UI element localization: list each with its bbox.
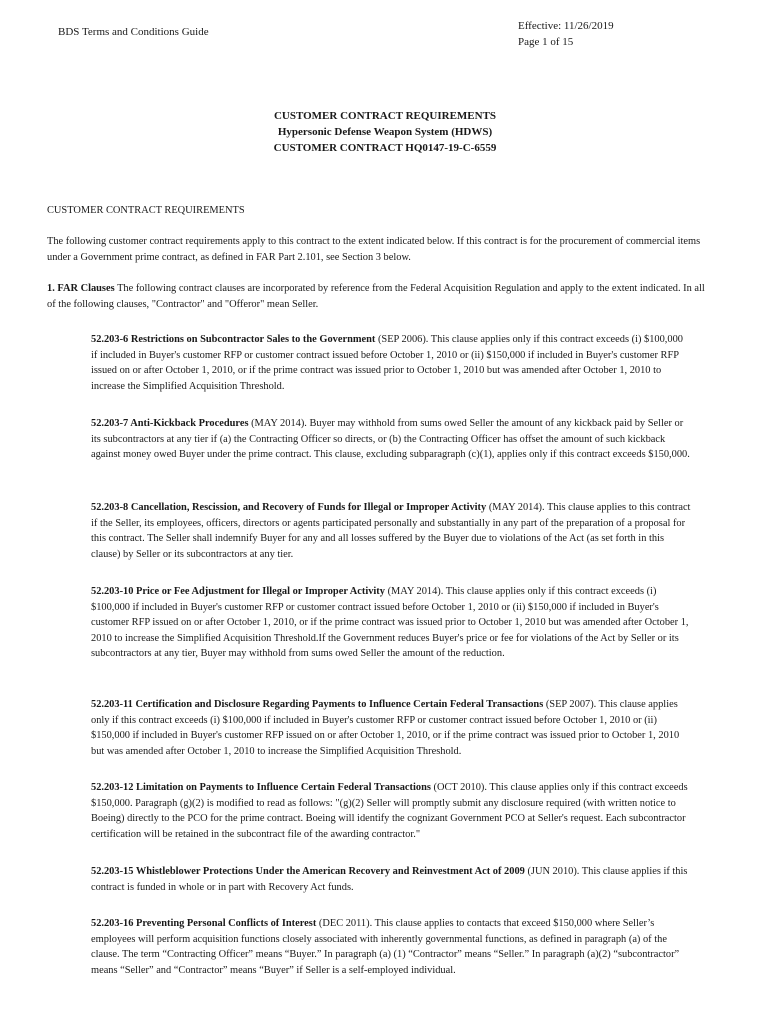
clause-52-203-16 [91,916,691,978]
page-number: Page 1 of 15 [518,36,574,48]
document-title [0,108,770,156]
clause-title: 52.203-12 Limitation on Payments to Influence Certain Federal Transactions [91,782,431,793]
clause-text: (MAY 2014). This clause applies only if this contract exceeds (i) $100,000 if included in Buyer's customer RFP or customer contract issued before October 1, 2010 or (ii) $150,000 if included in Buyer's customer RFP issued on or after October 1, 2010, or if the prime contract was issued prior to October 1, 2010 but was amended after October 1, 2010 to increase the Simplified Acquisition Threshold.If the Government reduces Buyer's price or fee for violations of the Act by Seller or its subcontractors at any tier, Buyer may withhold from sums owed Seller the amount of the reduction. [91,586,689,660]
clause-title: 52.203-15 Whistleblower Protections Under the American Recovery and Reinvestment Act of 2009 [91,866,525,877]
clause-text: (SEP 2007). This clause applies only if this contract exceeds (i) $100,000 if included in Buyer's customer RFP or customer contract issued before October 1, 2010 or (ii) $150,000 if included in Buyer's customer RFP issued on or after October 1, 2010, or if the prime contract was issued prior to October 1, 2010 but was amended after October 1, 2010 to increase the Simplified Acquisition Threshold. [91,699,680,757]
clause-title: 52.203-10 Price or Fee Adjustment for Illegal or Improper Activity [91,586,385,597]
clause-text: (MAY 2014). This clause applies to this contract if the Seller, its employees, officers, directors or agents participated personally and substantially in any part of the preparation of a proposal for this contract. The Seller shall indemnify Buyer for any and all losses suffered by the Buyer due to violations of the Act (as set forth in this clause) by Seller or its subcontractors at any tier. [91,502,691,560]
clause-text: (DEC 2011). This clause applies to contacts that exceed $150,000 where Seller’s employees will perform acquisition functions closely associated with inherently governmental functions, as defined in paragraph (a) of the clause. The term “Contracting Officer” means “Buyer.” In paragraph (a) (1) “Contractor” means “Seller.” In paragraph (a)(2) “subcontractor” means “Seller” and “Contractor” means “Buyer” if Seller is a self-employed individual. [91,918,680,976]
far-clauses-label: 1. FAR Clauses [47,283,115,294]
far-clauses-text: The following contract clauses are incorporated by reference from the Federal Acquisition Regulation and apply to the extent indicated. In all of the following clauses, "Contractor" and "Offeror" mean Seller. [47,283,705,310]
clause-text: (MAY 2014). Buyer may withhold from sums owed Seller the amount of any kickback paid by Seller or its subcontractors at any tier if (a) the Contracting Officer so directs, or (b) the Contracting Officer has offset the amount of such kickback against money owed Buyer under the prime contract. This clause, excluding subparagraph (c)(1), applies only if this contract exceeds $150,000. [91,418,690,461]
clause-title: 52.203-16 Preventing Personal Conflicts of Interest [91,918,317,929]
clause-text: (OCT 2010). This clause applies only if this contract exceeds $150,000. Paragraph (g)(2) is modified to read as follows: "(g)(2) Seller will promptly submit any disclosure required (with written notice to Boeing) directly to the PCO for the prime contract. Boeing will identify the cognizant Government PCO at Seller's request. Each subcontractor certification will be retained in the subcontract file of the awarding contractor." [91,782,688,840]
clause-text: (SEP 2006). This clause applies only if this contract exceeds (i) $100,000 if included in Buyer's customer RFP or customer contract issued before October 1, 2010 or (ii) $150,000 if included in Buyer's customer RFP issued on or after October 1, 2010, or if the prime contract was issued prior to October 1, 2010 but was amended after October 1, 2010 to increase the Simplified Acquisition Threshold. [91,334,683,392]
clause-52-203-8 [91,500,691,562]
clause-52-203-12 [91,780,691,842]
clause-52-203-15 [91,864,691,895]
clause-title: 52.203-8 Cancellation, Rescission, and Recovery of Funds for Illegal or Improper Activity [91,502,487,513]
section-heading: CUSTOMER CONTRACT REQUIREMENTS [47,205,245,216]
clause-title: 52.203-6 Restrictions on Subcontractor Sales to the Government [91,334,376,345]
clause-52-203-7 [91,416,691,463]
clause-text: (JUN 2010). This clause applies if this contract is funded in whole or in part with Recovery Act funds. [91,866,688,893]
clause-52-203-6 [91,332,691,394]
clause-52-203-10 [91,584,691,662]
title-line-2: Hypersonic Defense Weapon System (HDWS) [277,126,493,138]
clause-52-203-11 [91,697,691,759]
clause-title: 52.203-11 Certification and Disclosure Regarding Payments to Influence Certain Federal Transactions [91,699,544,710]
intro-paragraph: The following customer contract requirements apply to this contract to the extent indicated below. If this contract is for the procurement of commercial items under a Government prime contract, as defined in FAR Part 2.101, see Section 3 below. [47,236,701,263]
header-meta [518,18,614,50]
guide-title: BDS Terms and Conditions Guide [58,26,209,38]
clause-title: 52.203-7 Anti-Kickback Procedures [91,418,249,429]
title-line-1: CUSTOMER CONTRACT REQUIREMENTS [273,110,497,122]
far-clauses-paragraph [47,281,707,312]
title-line-3: CUSTOMER CONTRACT HQ0147-19-C-6559 [273,142,497,154]
effective-date: Effective: 11/26/2019 [518,20,614,32]
